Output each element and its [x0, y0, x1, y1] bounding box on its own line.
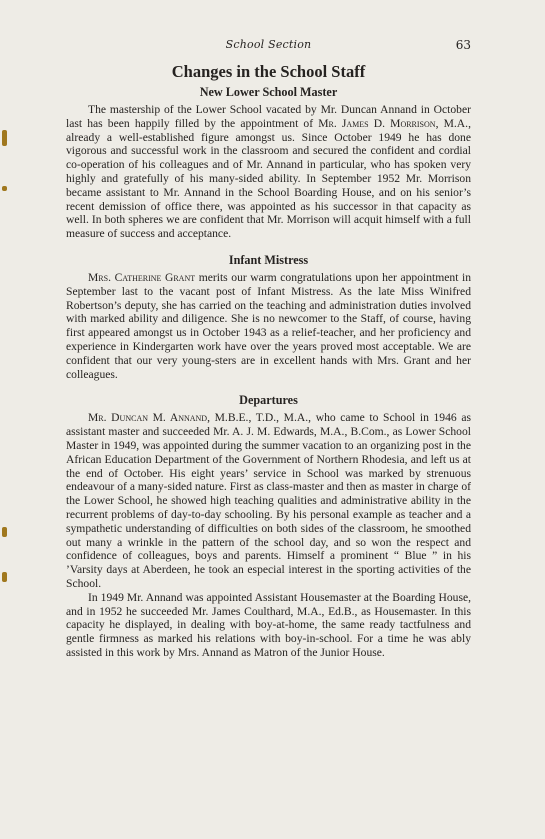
section-heading: Departures [239, 393, 298, 408]
section-heading: Infant Mistress [228, 252, 309, 267]
article-title: Changes in the School Staff [171, 62, 366, 81]
person-name: Mr. Duncan M. Annand [88, 411, 208, 425]
paragraph-body-text: merits our warm congratulations upon her appointment in September last to the vacant post of Infant Mistress. As the late Miss Winifred Robertson’s deputy, she has carried on the teaching and administration duties involved with marked ability and diligence. She is no newcomer to the Staff, of course, having first appeared amongst us in October 1943 as a relief-teacher, and her proficiency and experience in Kindergarten work have over the years proved most acceptable. We are confident that our very young-sters are in excellent hands with Mrs. Grant and her colleagues. [66, 270, 472, 381]
document-page [66, 38, 471, 660]
section-heading: New Lower School Master [199, 85, 338, 99]
section-paragraph [66, 271, 471, 381]
margin-mark [2, 186, 7, 191]
running-head-title: School Section [225, 38, 312, 51]
paragraph-body-text: , M.A., already a well-established figure amongst us. Since October 1949 he has done vigorous and successful work in the classroom and secured the confident and cordial co-operation of his colleagues and of Mr. Annand in particular, who has spoken very highly and gratefully of his many-sided ability. In September 1952 Mr. Morrison became assistant to Mr. Annand in the School Boarding House, and on his senior’s recent demission of office there, was appointed as his successor in that capacity as well. In both spheres we are confident that Mr. Morrison will acquit himself with a full measure of success and acceptance. [66, 116, 471, 241]
paragraph-lead-text: The mastership of the Lower School vacated by Mr. Duncan Annand in October last has been happily filled by the appointment of [66, 103, 471, 130]
section-new-lower-school-master [66, 85, 471, 241]
paragraph-body-text: , M.B.E., T.D., M.A., who came to School in 1946 as assistant master and succeeded Mr. A. J. M. Edwards, M.A., B.Com., as Lower School Master in 1949, was appointed during the summer vacation to an organizing post in the African Education Department of the Government of Northern Rhodesia, and left us at the end of October. His eight years’ service in School was marked by strenuous endeavour of a many-sided nature. First as class-master and then as master in charge of the Lower School, he showed high teaching qualities and administrative ability in the recurrent problems of day-to-day schooling. By his personal example as teacher and a sympathetic understanding of difficulties on both sides of the classroom, he smoothed out many a wrinkle in the pattern of the school day, and so won the respect and confidence of colleagues, boys and parents. Himself a prominent “ Blue ” in his ’Varsity days at Aberdeen, he took an especial interest in the sporting activities of the School. [66, 411, 471, 590]
section-departures [66, 393, 471, 659]
page-number: 63 [455, 38, 471, 52]
section-paragraph [66, 411, 471, 590]
person-name: Mr. James D. Morrison [318, 116, 436, 130]
section-paragraph [66, 103, 471, 241]
margin-mark [2, 572, 7, 582]
section-infant-mistress [66, 253, 471, 381]
running-head [66, 38, 471, 56]
margin-mark [2, 527, 7, 537]
person-name: Mrs. Catherine Grant [88, 270, 196, 284]
paragraph-lead-text: In 1949 Mr. Annand was appointed Assistant Housemaster at the Boarding House, and in 1952 he succeeded Mr. James Coulthard, M.A., Ed.B., as Housemaster. In this capacity he displayed, in dealing with boy-at-home, the same ready tactfulness and gentle firmness as marked his relations with boy-in-school. For a time he was ably assisted in this work by Mrs. Annand as Matron of the Junior House. [66, 590, 471, 659]
section-paragraph [66, 591, 471, 660]
margin-mark [2, 130, 7, 146]
